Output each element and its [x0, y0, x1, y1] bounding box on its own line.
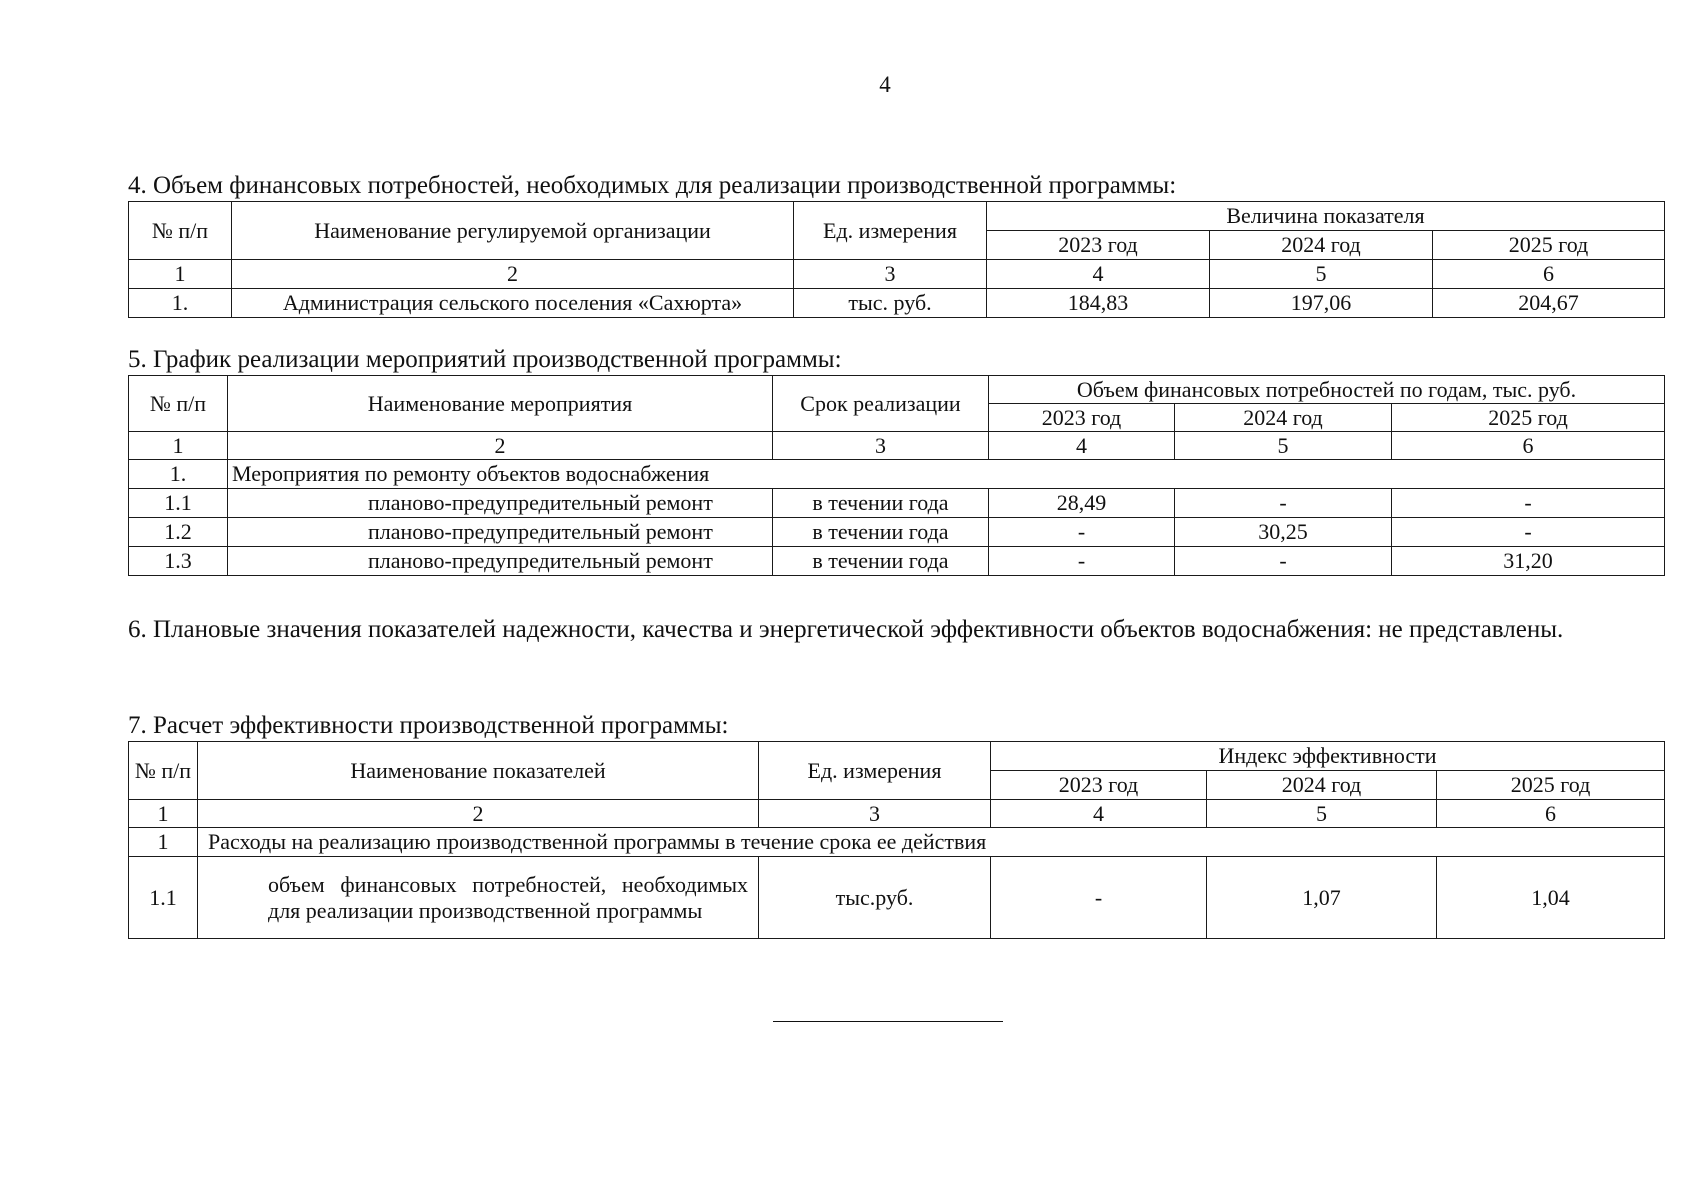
- table-row: [129, 547, 1665, 576]
- section-6-paragraph: 6. Плановые значения показателей надежности, качества и энергетической эффективности объектов водоснабжения: не представлены.: [128, 616, 1564, 643]
- row-unit: тыс. руб.: [794, 289, 987, 318]
- index-cell: 1: [129, 260, 232, 289]
- row-value-2025: -: [1392, 489, 1665, 518]
- section-4-title: 4. Объем финансовых потребностей, необходимых для реализации производственной программы:: [128, 172, 1177, 199]
- col-header-name: Наименование регулируемой организации: [232, 202, 794, 260]
- group-row-label: Расходы на реализацию производственной программы в течение срока ее действия: [198, 828, 1665, 857]
- row-value-2025: 31,20: [1392, 547, 1665, 576]
- index-cell: 3: [794, 260, 987, 289]
- row-value-2024: 197,06: [1210, 289, 1433, 318]
- col-header-2025: 2025 год: [1433, 231, 1665, 260]
- col-header-2024: 2024 год: [1207, 771, 1437, 800]
- column-index-row: [129, 800, 1665, 828]
- index-cell: 6: [1433, 260, 1665, 289]
- col-header-2025: 2025 год: [1437, 771, 1665, 800]
- col-header-name: Наименование мероприятия: [228, 376, 773, 432]
- row-value-2023: -: [989, 518, 1175, 547]
- index-cell: 6: [1392, 432, 1665, 460]
- table-header-row: [129, 202, 1665, 231]
- row-value-2024: -: [1175, 489, 1392, 518]
- col-header-num: № п/п: [129, 202, 232, 260]
- index-cell: 3: [759, 800, 991, 828]
- row-num: 1.: [129, 289, 232, 318]
- row-activity-name: планово-предупредительный ремонт: [228, 489, 773, 518]
- section-5-title: 5. График реализации мероприятий производственной программы:: [128, 346, 842, 373]
- row-num: 1.3: [129, 547, 228, 576]
- row-value-2024: 30,25: [1175, 518, 1392, 547]
- index-cell: 4: [991, 800, 1207, 828]
- col-header-2024: 2024 год: [1175, 404, 1392, 432]
- index-cell: 5: [1207, 800, 1437, 828]
- index-cell: 2: [232, 260, 794, 289]
- index-cell: 1: [129, 800, 198, 828]
- table-header-row: [129, 376, 1665, 404]
- col-header-2023: 2023 год: [989, 404, 1175, 432]
- index-cell: 5: [1175, 432, 1392, 460]
- index-cell: 1: [129, 432, 228, 460]
- row-value-2023: 28,49: [989, 489, 1175, 518]
- row-activity-name: планово-предупредительный ремонт: [228, 547, 773, 576]
- col-header-group: Объем финансовых потребностей по годам, тыс. руб.: [989, 376, 1665, 404]
- group-row-num: 1.: [129, 460, 228, 489]
- row-value-2023: 184,83: [987, 289, 1210, 318]
- row-term: в течении года: [773, 518, 989, 547]
- group-row-label: Мероприятия по ремонту объектов водоснабжения: [228, 460, 1665, 489]
- row-org-name: Администрация сельского поселения «Сахюрта»: [232, 289, 794, 318]
- row-num: 1.2: [129, 518, 228, 547]
- row-activity-name: планово-предупредительный ремонт: [228, 518, 773, 547]
- row-value-2023: -: [991, 857, 1207, 939]
- closing-rule: [773, 1021, 1003, 1022]
- page-number: 4: [879, 72, 891, 97]
- col-header-num: № п/п: [129, 376, 228, 432]
- row-indicator-name: объем финансовых потребностей, необходимых для реализации производственной программы: [198, 857, 759, 939]
- row-value-2025: 204,67: [1433, 289, 1665, 318]
- index-cell: 2: [228, 432, 773, 460]
- row-value-2023: -: [989, 547, 1175, 576]
- table-row: [129, 518, 1665, 547]
- index-cell: 2: [198, 800, 759, 828]
- col-header-2023: 2023 год: [987, 231, 1210, 260]
- row-term: в течении года: [773, 489, 989, 518]
- col-header-term: Срок реализации: [773, 376, 989, 432]
- col-header-2025: 2025 год: [1392, 404, 1665, 432]
- row-value-2024: -: [1175, 547, 1392, 576]
- index-cell: 6: [1437, 800, 1665, 828]
- col-header-group: Индекс эффективности: [991, 742, 1665, 771]
- index-cell: 4: [989, 432, 1175, 460]
- row-value-2024: 1,07: [1207, 857, 1437, 939]
- table-row: [129, 489, 1665, 518]
- col-header-group: Величина показателя: [987, 202, 1665, 231]
- table-row: [129, 857, 1665, 939]
- efficiency-table: [128, 741, 1665, 939]
- schedule-table: [128, 375, 1665, 576]
- col-header-unit: Ед. измерения: [759, 742, 991, 800]
- col-header-2023: 2023 год: [991, 771, 1207, 800]
- index-cell: 5: [1210, 260, 1433, 289]
- row-value-2025: -: [1392, 518, 1665, 547]
- col-header-num: № п/п: [129, 742, 198, 800]
- row-value-2025: 1,04: [1437, 857, 1665, 939]
- row-num: 1.1: [129, 857, 198, 939]
- row-num: 1.1: [129, 489, 228, 518]
- col-header-2024: 2024 год: [1210, 231, 1433, 260]
- section-7-title: 7. Расчет эффективности производственной программы:: [128, 712, 729, 739]
- group-row: [129, 460, 1665, 489]
- table-row: [129, 289, 1665, 318]
- row-unit: тыс.руб.: [759, 857, 991, 939]
- financial-needs-table: [128, 201, 1665, 318]
- group-row: [129, 828, 1665, 857]
- column-index-row: [129, 432, 1665, 460]
- column-index-row: [129, 260, 1665, 289]
- group-row-num: 1: [129, 828, 198, 857]
- col-header-name: Наименование показателей: [198, 742, 759, 800]
- index-cell: 4: [987, 260, 1210, 289]
- table-header-row: [129, 742, 1665, 771]
- index-cell: 3: [773, 432, 989, 460]
- col-header-unit: Ед. измерения: [794, 202, 987, 260]
- row-term: в течении года: [773, 547, 989, 576]
